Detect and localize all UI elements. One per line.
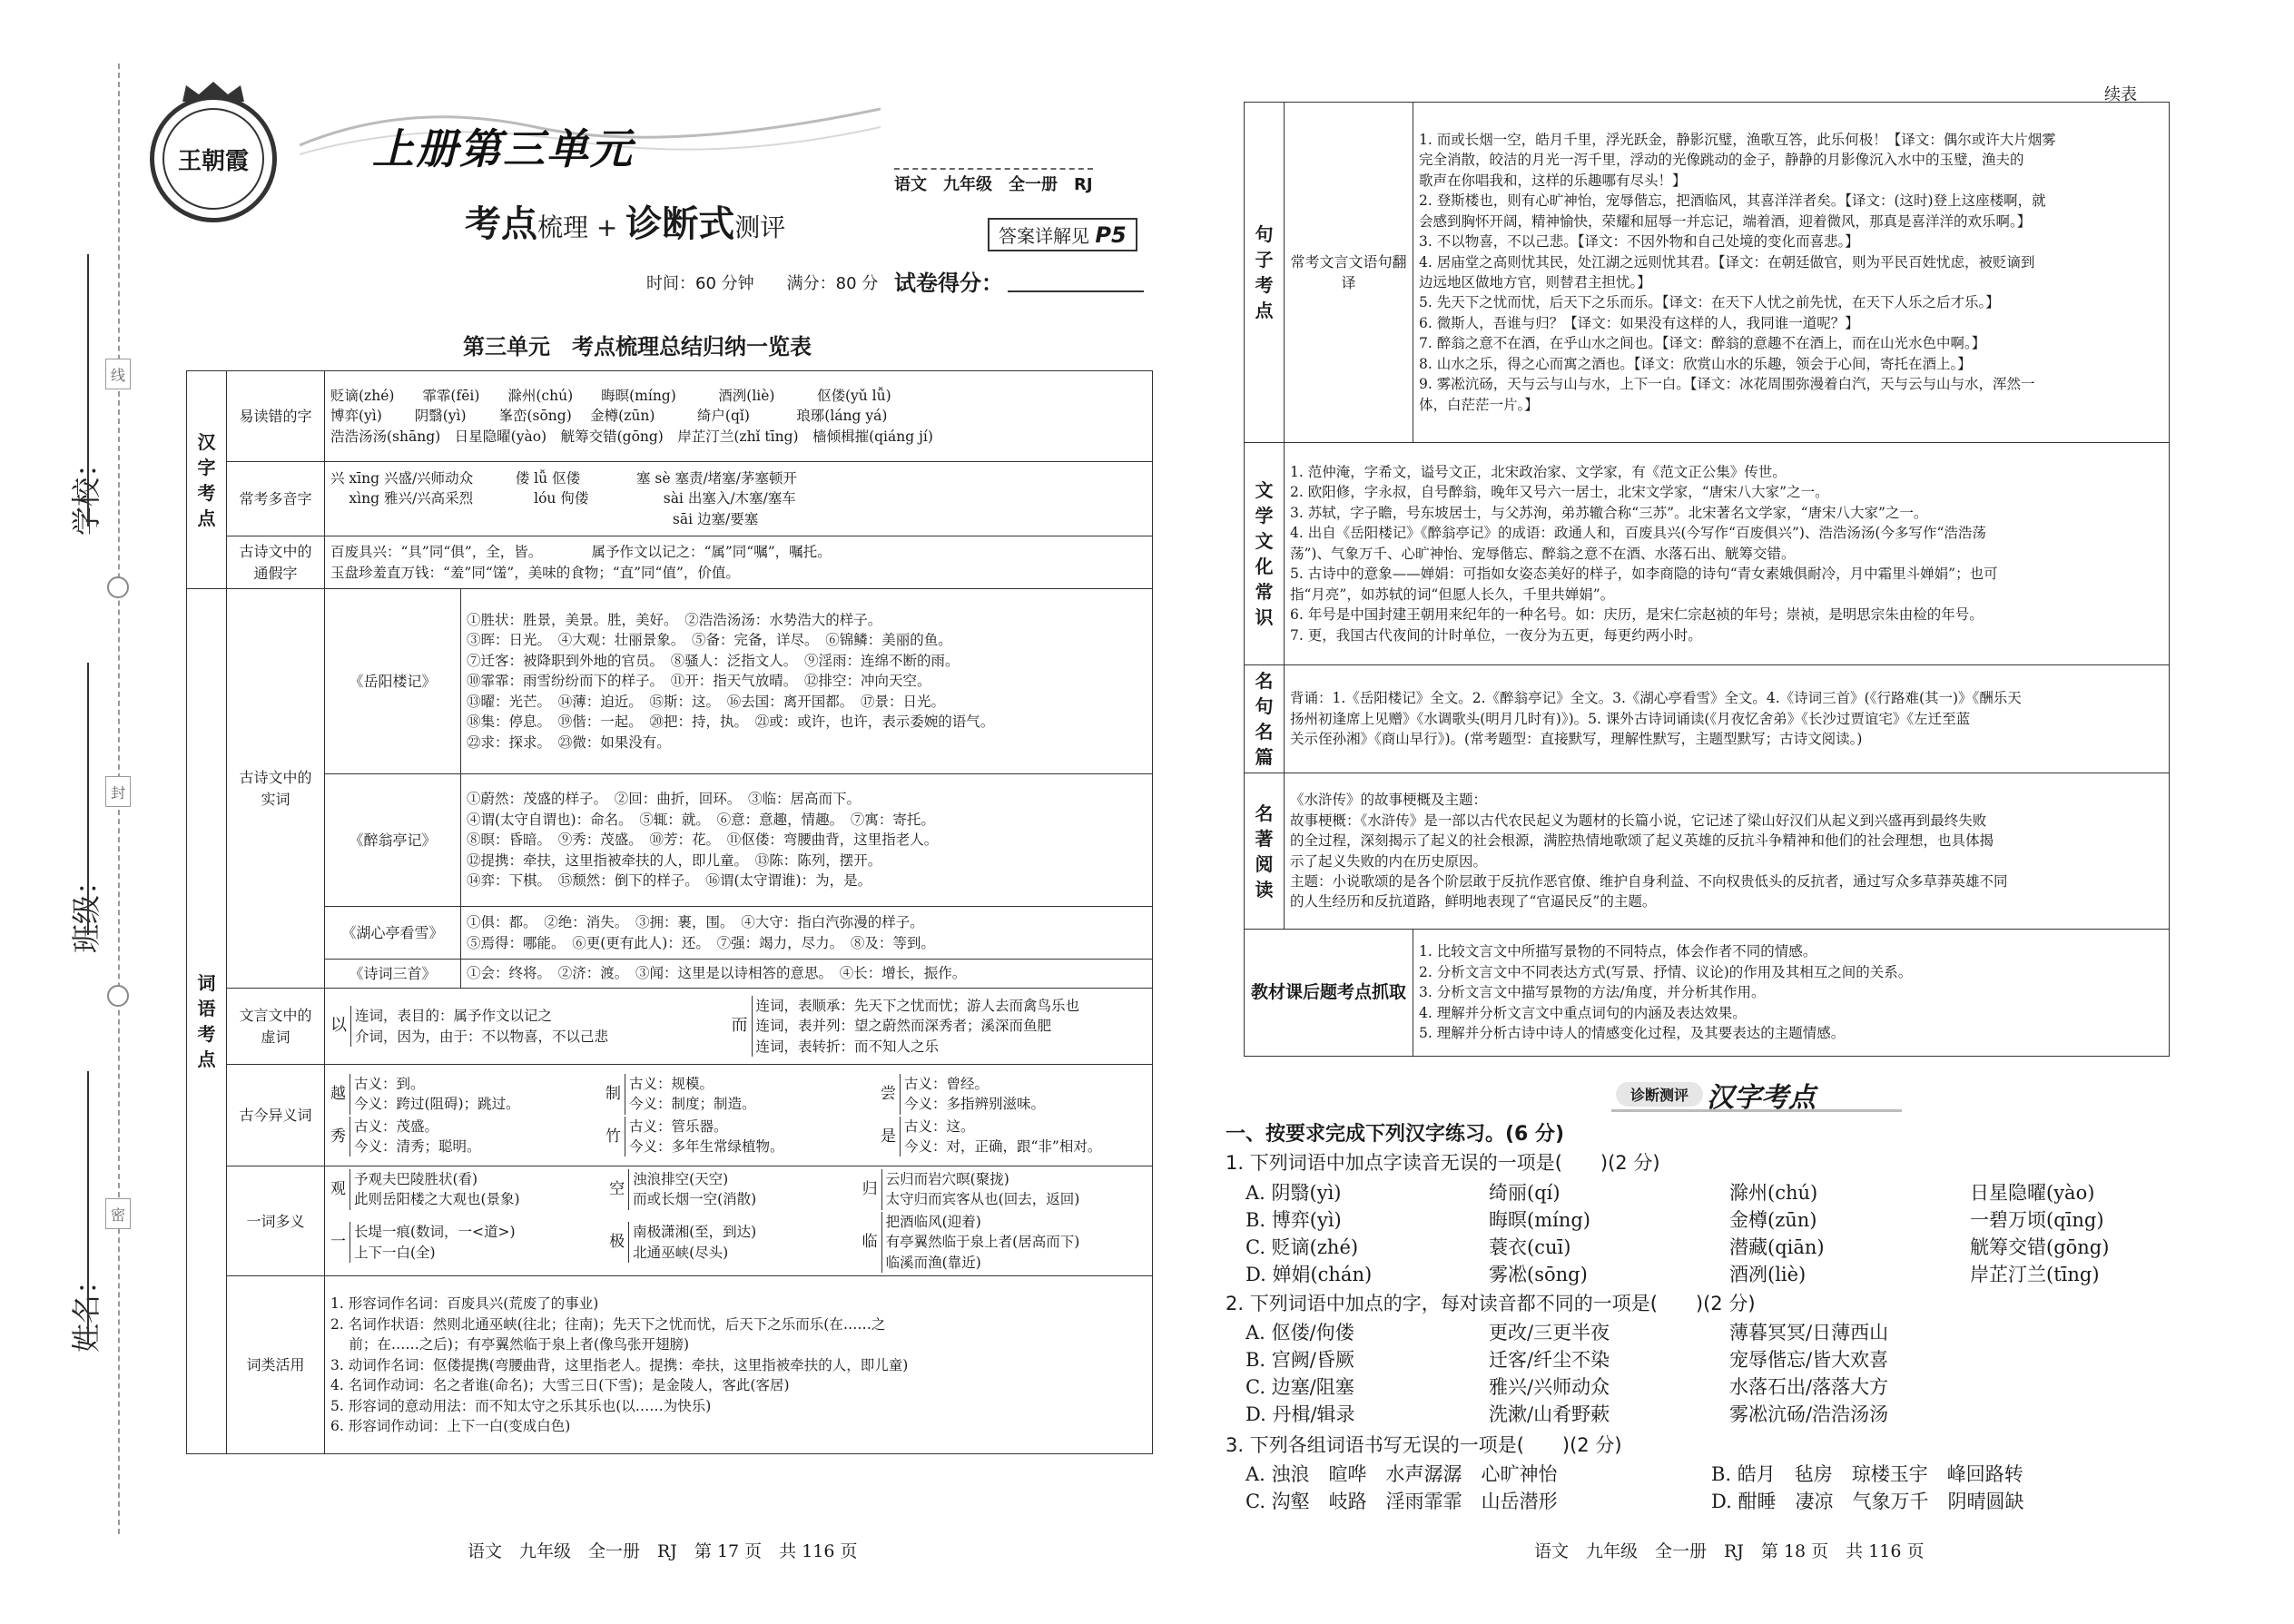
jiaocai-line: 1. 比较文言文中所描写景物的不同特点，体会作者不同的情感。 (1419, 943, 1817, 960)
yici-entry (609, 1169, 855, 1210)
option-item: 绮丽(qí) (1489, 1182, 1561, 1204)
yici-entry (862, 1212, 1147, 1273)
course-meta: 语文 九年级 全一册 RJ (894, 168, 1093, 195)
answer-option[interactable]: C. 边塞/阻塞 (1245, 1376, 1354, 1398)
cilei-line: 5. 形容词的意动用法：而不知太守之乐其乐也(以……为快乐) (330, 1397, 712, 1414)
text-title-huxinting: 《湖心亭看雪》 (325, 907, 461, 960)
mingzhu-line: 的全过程，深刻揭示了起义的社会根源，满腔热情地歌颂了起义英雄的反抗斗争精神和他们的社会理想，也具体揭 (1290, 832, 1994, 850)
juzi-line: 会感到胸怀开阔，精神愉快，荣耀和屈辱一并忘记，端着酒，迎着微风，那真是喜洋洋的欢乐啊。】 (1419, 212, 2032, 230)
option-item: 宠辱偕忘/皆大欢喜 (1729, 1349, 1889, 1371)
juzi-cell (1413, 103, 2170, 443)
gujin-line: 古义：规模。 (629, 1075, 714, 1092)
wenxue-cell (1285, 443, 2170, 665)
row-label-yidu: 易读错的字 (227, 371, 325, 462)
text-title-yueyanglou: 《岳阳楼记》 (325, 589, 461, 774)
gujin-line: 古义：曾经。 (904, 1075, 989, 1092)
zuiwengting-cell (461, 774, 1153, 907)
shici-line: ①会：终将。 ②济：渡。 ③闻：这里是以诗相答的意思。 ④长：增长，振作。 (467, 965, 967, 982)
xuci-line: 介词，因为，由于：不以物喜，不以己悲 (355, 1028, 609, 1045)
option-item: 滁州(chú) (1729, 1182, 1818, 1204)
gujin-line: 今义：多指辨别滋味。 (904, 1096, 1046, 1113)
juzi-line: 1. 而或长烟一空，皓月千里，浮光跃金，静影沉璧，渔歌互答，此乐何极！【译文：偶尔或许大片烟雾 (1419, 131, 2056, 148)
gujin-char: 尝 (881, 1084, 896, 1103)
mingzhu-line: 示了起义失败的内在历史原因。 (1290, 852, 1488, 870)
gujin-entry (881, 1117, 1147, 1157)
gujin-line: 今义：清秀；聪明。 (354, 1137, 481, 1155)
yici-entry (330, 1212, 602, 1273)
gujin-line: 今义：对，正确，跟“非”相对。 (904, 1137, 1102, 1155)
juzi-line: 边远地区做地方官，则替君主担忧。】 (1419, 274, 1651, 290)
binding-mark-line: 线 (105, 359, 131, 389)
option-item: 潜藏(qiān) (1729, 1236, 1825, 1258)
juzi-line: 8. 山水之乐，得之心而寓之酒也。【译文：欣赏山水的乐趣，领会于心间，寄托在酒上。】 (1419, 355, 1972, 372)
category-mingju: 名句名篇 (1245, 665, 1285, 773)
gujin-cell (325, 1065, 1153, 1166)
option-item: D. 酣睡 凄凉 气象万千 阴晴圆缺 (1711, 1491, 2024, 1512)
cilei-line: 4. 名词作动词：名之者谁(命名)；大雪三日(下雪)；是金陵人，客此(客居) (330, 1377, 790, 1394)
juzi-line: 体，白茫茫一片。】 (1419, 396, 1539, 413)
yidu-line: 浩浩汤汤(shāng) 日星隐曜(yào) 觥筹交错(gōng) 岸芷汀兰(zhǐ tīng) 樯倾楫摧(qiáng jí) (330, 428, 933, 445)
gujin-char: 秀 (330, 1127, 346, 1146)
gujin-entry (881, 1074, 1147, 1115)
wenxue-line: 2. 欧阳修，字永叔，自号醉翁，晚年又号六一居士，北宋文学家，“唐宋八大家”之一。 (1290, 484, 1829, 501)
answer-option[interactable]: A. 阴翳(yì) (1245, 1182, 1342, 1204)
juzi-line: 2. 登斯楼也，则有心旷神怡，宠辱偕忘，把酒临风，其喜洋洋者矣。【译文：(这时)登上这座楼啊，就 (1419, 192, 2046, 210)
category-mingzhu: 名著阅读 (1245, 773, 1285, 930)
gujin-meanings (900, 1117, 1101, 1157)
mingju-cell (1285, 665, 2170, 773)
shici-line: ㉒求：探求。 ㉓微：如果没有。 (467, 733, 671, 751)
option-item: 一碧万顷(qīng) (1970, 1209, 2104, 1231)
yici-entry (862, 1169, 1147, 1210)
summary-table (186, 370, 1153, 1454)
binding-mark-seal: 封 (105, 776, 131, 807)
yici-line: 临溪而渔(靠近) (885, 1254, 981, 1271)
yici-meanings (350, 1222, 516, 1263)
category-wenxue: 文学文化常识 (1245, 443, 1285, 665)
row-label-yici: 一词多义 (227, 1166, 325, 1276)
yici-line: 此则岳阳楼之大观也(景象) (354, 1191, 520, 1208)
xuci-line: 连词，表顺承：先天下之忧而忧；游人去而禽鸟乐也 (755, 997, 1080, 1014)
wenxue-line: 5. 古诗中的意象——婵娟：可指如女姿态美好的样子，如李商隐的诗句“青女素娥俱耐冷，月中霜里斗婵娟”；也可 (1290, 566, 1998, 583)
cilei-line: 前；在……之后)；有亭翼然临于泉上者(像鸟张开翅膀) (330, 1336, 690, 1353)
answer-page: P5 (1095, 222, 1127, 248)
subtitle-part-d: 测评 (734, 212, 786, 242)
answer-option[interactable]: A. 浊浪 暄哗 水声潺潺 心旷神怡 (1245, 1463, 1558, 1485)
jiaocai-line: 2. 分析文言文中不同表达方式(写景、抒情、议论)的作用及其相互之间的关系。 (1419, 963, 1913, 980)
yici-line: 太守归而宾客从也(回去，返回) (885, 1191, 1080, 1208)
shici-line: ⑦迁客：被降职到外地的官员。 ⑧骚人：泛指文人。 ⑨淫雨：连绵不断的雨。 (467, 652, 960, 669)
answer-option[interactable]: C. 贬谪(zhé) (1245, 1236, 1359, 1258)
option-item: 水落石出/落落大方 (1729, 1376, 1889, 1398)
section-heading: 一、按要求完成下列汉字练习。(6 分) (1226, 1123, 1565, 1146)
shici-line: ①蔚然：茂盛的样子。 ②回：曲折，回环。 ③临：居高而下。 (467, 791, 861, 808)
shici-line: ①俱：都。 ②绝：消失。 ③拥：裹，围。 ④大守：指白汽弥漫的样子。 (467, 914, 924, 931)
text-title-zuiwengting: 《醉翁亭记》 (325, 774, 461, 907)
text-title-shicisanshou: 《诗词三首》 (325, 960, 461, 989)
tongjia-line: 玉盘珍羞直万钱：“羞”同“馐”，美味的食物；“直”同“值”，价值。 (330, 564, 740, 581)
category-ciyu: 词语考点 (187, 589, 227, 1454)
option-item: 金樽(zūn) (1729, 1209, 1817, 1231)
gujin-line: 古义：这。 (904, 1117, 975, 1135)
mingju-line: 背诵：1.《岳阳楼记》全文。2.《醉翁亭记》全文。3.《湖心亭看雪》全文。4.《诗词三首》(《行路难(其一)》《酬乐天 (1290, 690, 2022, 707)
gujin-line: 今义：多年生常绿植物。 (629, 1137, 784, 1155)
continued-table (1244, 102, 2170, 1057)
yici-entry (330, 1169, 602, 1210)
yici-meanings (881, 1212, 1080, 1273)
xuci-yi (330, 996, 723, 1057)
answer-label: 答案详解见 (999, 225, 1089, 247)
class-label: 班级： (69, 865, 103, 953)
option-item: 雾凇(sōng) (1489, 1264, 1588, 1285)
gujin-line: 古义：茂盛。 (354, 1117, 439, 1135)
xuci-line: 连词，表目的：属予作文以记之 (355, 1008, 553, 1025)
mingju-line: 扬州初逢席上见赠》《水调歌头(明月几时有)》)。5. 课外古诗词诵读(《月夜忆舍弟》《长沙过贾谊宅》《左迁至蓝 (1290, 710, 1971, 727)
jiaocai-cell (1413, 930, 2170, 1057)
gujin-char: 制 (605, 1084, 621, 1103)
juzi-line: 完全消散，皎洁的月光一泻千里，浮动的光像跳动的金子，静静的月影像沉入水中的玉璧，渔夫的 (1419, 152, 2024, 169)
subtitle-part-c: 诊断式 (625, 203, 735, 245)
duoyin-cell (325, 462, 1153, 536)
option-item: 酒冽(liè) (1729, 1264, 1807, 1285)
duoyin-line: xìng 雅兴/兴高采烈 lóu 佝偻 sài 出塞入/木塞/塞车 (330, 490, 796, 507)
cilei-line: 1. 形容词作名词：百废具兴(荒废了的事业) (330, 1295, 599, 1313)
question-3: 3. 下列各组词语书写无误的一项是( )(2 分) (1226, 1434, 1622, 1456)
yidu-line: 博弈(yì) 阴翳(yì) 峯峦(sōng) 金樽(zūn) 绮户(qǐ) 琅琊(láng yá) (330, 408, 888, 425)
cilei-line: 3. 动词作名词：伛偻提携(弯腰曲背，这里指老人。提携：牵扶，这里指被牵扶的人，即儿童) (330, 1356, 909, 1373)
category-hanzi: 汉字考点 (187, 371, 227, 589)
mingju-line: 关示侄孙湘》《商山早行》)。(常考题型：直接默写，理解性默写，主题型默写；古诗文阅读。) (1290, 731, 1863, 748)
option-item: 蓑衣(cuī) (1489, 1236, 1571, 1258)
shici-line: ③晖：日光。 ④大观：壮丽景象。 ⑤备：完备，详尽。 ⑥锦鳞：美丽的鱼。 (467, 632, 952, 649)
row-label-cilei: 词类活用 (227, 1276, 325, 1454)
xuci-line: 连词，表并列：望之蔚然而深秀者；溪深而鱼肥 (755, 1018, 1052, 1035)
mingzhu-line: 主题：小说歌颂的是各个阶层敢于反抗作恶官僚、维护自身利益、不向权贵低头的反抗者，通过写众多草莽英雄不同 (1290, 872, 2008, 890)
yueyanglou-cell (461, 589, 1153, 774)
wenxue-line: 6. 年号是中国封建王朝用来纪年的一种名号。如：庆历，是宋仁宗赵祯的年号；崇祯，是明思宗朱由检的年号。 (1290, 606, 1984, 624)
gujin-entry (605, 1074, 871, 1115)
gujin-char: 是 (881, 1127, 896, 1146)
yici-line: 有亭翼然临于泉上者(居高而下) (885, 1234, 1080, 1251)
mingzhu-cell (1285, 773, 2170, 930)
answer-option[interactable]: C. 沟壑 岐路 淫雨霏霏 山岳潜形 (1245, 1491, 1558, 1512)
name-label: 姓名： (69, 1265, 103, 1353)
gujin-line: 今义：制度；制造。 (629, 1096, 756, 1113)
shici-line: ⑤焉得：哪能。 ⑥更(更有此人)：还。 ⑦强：竭力，尽力。 ⑧及：等到。 (467, 934, 935, 951)
yici-meanings (350, 1169, 520, 1210)
yici-line: 予观夫巴陵胜状(看) (354, 1171, 478, 1187)
xuci-er-char: 而 (731, 1016, 748, 1036)
row-label-jiaocai: 教材课后题考点抓取 (1245, 930, 1413, 1057)
summary-table-title: 第三单元 考点梳理总结归纳一览表 (463, 334, 812, 359)
shicisanshou-cell (461, 960, 1153, 989)
juzi-line: 4. 居庙堂之高则忧其民，处江湖之远则忧其君。【译文：在朝廷做官，则为平民百姓忧虑，被贬谪到 (1419, 253, 2035, 271)
option-item: 更改/三更半夜 (1489, 1322, 1610, 1343)
jiaocai-line: 3. 分析文言文中描写景物的方法/角度，并分析其作用。 (1419, 984, 1766, 1001)
gujin-char: 越 (330, 1084, 346, 1103)
mingzhu-line: 《水浒传》的故事梗概及主题： (1290, 792, 1488, 809)
diagnosis-underline (1611, 1109, 1902, 1112)
yici-line: 南极潇湘(至，到达) (633, 1224, 757, 1241)
gujin-entry (605, 1117, 871, 1157)
row-label-shici: 古诗文中的实词 (227, 589, 325, 989)
xuci-line: 连词，表转折：而不知人之乐 (755, 1038, 940, 1055)
score-blank[interactable] (1008, 290, 1144, 292)
yici-meanings (881, 1169, 1080, 1210)
diagnosis-badge: 诊断测评 (1616, 1082, 1703, 1107)
question-1: 1. 下列词语中加点字读音无误的一项是( )(2 分) (1226, 1152, 1660, 1174)
juzi-line: 6. 微斯人，吾谁与归？【译文：如果没有这样的人，我同谁一道呢？】 (1419, 314, 1859, 331)
gujin-meanings (350, 1117, 481, 1157)
answer-option[interactable]: B. 博弈(yì) (1245, 1209, 1342, 1231)
continued-label: 续表 (2104, 85, 2137, 104)
xuci-yi-char: 以 (330, 1016, 347, 1036)
duoyin-line: 兴 xīng 兴盛/兴师动众 偻 lǚ 伛偻 塞 sè 塞责/堵塞/茅塞顿开 (330, 469, 797, 487)
mingzhu-line: 故事梗概：《水浒传》是一部以古代农民起义为题材的长篇小说，它记述了梁山好汉们从起义到兴盛再到最终失败 (1290, 812, 1987, 829)
row-label-xuci: 文言文中的虚词 (227, 989, 325, 1065)
diagnosis-title: 汉字考点 (1707, 1082, 1816, 1114)
school-label: 学校： (69, 448, 103, 536)
yici-line: 云归而岩穴暝(聚拢) (885, 1171, 1009, 1187)
name-blank[interactable] (87, 1071, 89, 1343)
wenxue-line: 4. 出自《岳阳楼记》《醉翁亭记》的成语：政通人和，百废具兴(今写作“百废俱兴”)、浩浩汤汤(今多写作“浩浩荡 (1290, 525, 1986, 542)
publisher-logo (150, 95, 277, 222)
tongjia-line: 百废具兴：“具”同“俱”，全，皆。 属予作文以记之：“属”同“嘱”，嘱托。 (330, 544, 832, 561)
duoyin-line: sāi 边塞/要塞 (330, 510, 759, 527)
gujin-char: 竹 (605, 1127, 621, 1146)
yici-char: 一 (330, 1233, 346, 1252)
page-subtitle (465, 195, 785, 247)
gujin-grid (330, 1074, 1147, 1157)
option-item: 觥筹交错(gōng) (1970, 1236, 2110, 1258)
wenxue-line: 7. 更，我国古代夜间的计时单位，一夜分为五更，每更约两小时。 (1290, 626, 1702, 644)
option-item: 晦暝(míng) (1489, 1209, 1590, 1231)
yici-line: 浊浪排空(天空) (633, 1171, 729, 1187)
option-item: 洗漱/山肴野蔌 (1489, 1403, 1610, 1425)
juzi-line: 7. 醉翁之意不在酒，在乎山水之间也。【译文：醉翁的意趣不在酒上，而在山光水色中啊。】 (1419, 335, 1986, 352)
cilei-cell (325, 1276, 1153, 1454)
yici-meanings (628, 1222, 756, 1263)
option-item: 薄暮冥冥/日薄西山 (1729, 1322, 1889, 1343)
row-label-juzi: 常考文言文语句翻译 (1285, 103, 1413, 443)
shici-line: ①胜状：胜景，美景。胜，美好。 ②浩浩汤汤：水势浩大的样子。 (467, 611, 882, 628)
gujin-meanings (350, 1074, 520, 1115)
yici-line: 长堤一痕(数词，一<道>) (354, 1224, 516, 1241)
yici-char: 空 (609, 1180, 625, 1199)
logo-text: 王朝霞 (162, 108, 264, 210)
gujin-line: 今义：跨过(阻碍)；跳过。 (354, 1096, 520, 1113)
unit-title: 上册第三单元 (372, 124, 634, 173)
gujin-line: 古义：到。 (354, 1075, 425, 1092)
option-item: 雾凇沆砀/浩浩汤汤 (1729, 1403, 1889, 1425)
option-item: 雅兴/兴师动众 (1489, 1376, 1610, 1398)
xuci-columns (330, 996, 1147, 1057)
cilei-line: 6. 形容词作动词：上下一白(变成白色) (330, 1418, 571, 1435)
xuci-cell (325, 989, 1153, 1065)
yici-line: 上下一白(全) (354, 1244, 436, 1261)
binding-hole-2 (107, 985, 129, 1007)
option-item: B. 皓月 毡房 琼楼玉宇 峰回路转 (1711, 1463, 2023, 1485)
yidu-cell (325, 371, 1153, 462)
yici-line: 把酒临风(迎着) (885, 1213, 981, 1230)
yici-entry (609, 1212, 855, 1273)
gujin-meanings (900, 1074, 1045, 1115)
yici-char: 观 (330, 1180, 346, 1199)
answer-option[interactable]: A. 伛偻/佝偻 (1245, 1322, 1354, 1343)
yici-meanings (628, 1169, 756, 1210)
tongjia-cell (325, 536, 1153, 589)
cilei-line: 2. 名词作状语：然则北通巫峡(往北；往南)；先天下之忧而忧，后天下之乐而乐(在……之 (330, 1315, 886, 1333)
yici-line: 而或长烟一空(消散) (633, 1191, 757, 1208)
shici-line: ⑧暝：昏暗。 ⑨秀：茂盛。 ⑩芳：花。 ⑪伛偻：弯腰曲背，这里指老人。 (467, 832, 939, 849)
binding-hole-1 (107, 576, 129, 598)
wenxue-line: 荡”)、气象万千、心旷神怡、宠辱偕忘、醉翁之意不在酒、水落石出、觥筹交错。 (1290, 545, 1796, 562)
gujin-entry (330, 1074, 596, 1115)
class-blank[interactable] (87, 663, 89, 935)
answer-option[interactable]: B. 宫阙/昏厥 (1245, 1349, 1354, 1371)
shici-line: ⑩霏霏：雨雪纷纷而下的样子。 ⑪开：指天气放晴。 ⑫排空：冲向天空。 (467, 673, 931, 690)
huxinting-cell (461, 907, 1153, 960)
wenxue-line: 3. 苏轼，字子瞻，号东坡居士，与父苏洵，弟苏辙合称“三苏”。北宋著名文学家，“唐宋八大家”之一。 (1290, 504, 1928, 521)
subtitle-part-b: 梳理 + (537, 212, 626, 242)
option-item: 日星隐曜(yào) (1970, 1182, 2095, 1204)
row-label-gujin: 古今异义词 (227, 1065, 325, 1166)
shici-line: ④谓(太守自谓也)：命名。 ⑤辄：就。 ⑥意：意趣，情趣。 ⑦寓：寄托。 (467, 811, 935, 828)
juzi-line: 歌声在你唱我和，这样的乐趣哪有尽头！】 (1419, 172, 1687, 189)
answer-option[interactable]: D. 丹楫/辑录 (1245, 1403, 1355, 1425)
footer-left: 语文 九年级 全一册 RJ 第 17 页 共 116 页 (468, 1541, 858, 1561)
yici-char: 归 (861, 1180, 878, 1199)
score-label: 试卷得分： (894, 271, 1003, 296)
row-label-duoyin: 常考多音字 (227, 462, 325, 536)
xuci-er (732, 996, 1080, 1057)
school-blank[interactable] (87, 254, 89, 527)
yidu-line: 贬谪(zhé) 霏霏(fēi) 滁州(chú) 晦暝(míng) 酒洌(liè) 伛偻(yǔ lǚ) (330, 387, 891, 404)
binding-mark-secret: 密 (105, 1198, 131, 1229)
option-item: 岸芷汀兰(tīng) (1970, 1264, 2100, 1285)
footer-right: 语文 九年级 全一册 RJ 第 18 页 共 116 页 (1534, 1541, 1925, 1561)
gujin-meanings (625, 1117, 784, 1157)
yici-char: 临 (861, 1233, 878, 1252)
yici-grid (330, 1169, 1147, 1273)
gujin-entry (330, 1117, 596, 1157)
category-juzi: 句子考点 (1245, 103, 1285, 443)
row-label-tongjia: 古诗文中的通假字 (227, 536, 325, 589)
shici-line: ⑱集：停息。 ⑲偕：一起。 ⑳把：持，执。 ㉑或：或许，也许，表示委婉的语气。 (467, 714, 995, 731)
gujin-line: 古义：管乐器。 (629, 1117, 728, 1135)
subtitle-part-a: 考点 (465, 203, 537, 245)
question-2: 2. 下列词语中加点的字，每对读音都不同的一项是( )(2 分) (1226, 1293, 1756, 1314)
shici-line: ⑬曜：光芒。 ⑭薄：迫近。 ⑮斯：这。 ⑯去国：离开国都。 ⑰景：日光。 (467, 693, 946, 710)
shici-line: ⑭弈：下棋。 ⑮颓然：倒下的样子。 ⑯谓(太守谓谁)：为，是。 (467, 872, 872, 890)
jiaocai-line: 4. 理解并分析文言文中重点词句的内涵及表达效果。 (1419, 1004, 1747, 1021)
wenxue-line: 指“月亮”，如苏轼的词“但愿人长久，千里共婵娟”。 (1290, 586, 1615, 603)
mingzhu-line: 的人生经历和反抗道路，鲜明地表现了“官逼民反”的主题。 (1290, 893, 1657, 910)
shici-line: ⑫提携：牵扶，这里指被牵扶的人，即儿童。 ⑬陈：陈列，摆开。 (467, 851, 882, 869)
yici-line: 北通巫峡(尽头) (633, 1244, 729, 1261)
yici-char: 极 (609, 1233, 625, 1252)
juzi-line: 5. 先天下之忧而忧，后天下之乐而乐。【译文：在天下人忧之前先忧，在天下人乐之后才乐。】 (1419, 294, 2000, 311)
option-item: 迁客/纤尘不染 (1489, 1349, 1610, 1371)
juzi-line: 9. 雾凇沆砀，天与云与山与水，上下一白。【译文：冰花周围弥漫着白汽，天与云与山与水，浑然一 (1419, 376, 2035, 393)
exam-timing: 时间：60 分钟 满分：80 分 (646, 274, 879, 293)
juzi-line: 3. 不以物喜，不以己悲。【译文：不因外物和自己处境的变化而喜悲。】 (1419, 233, 1859, 251)
xuci-er-lines (752, 996, 1080, 1057)
xuci-yi-lines (350, 1006, 608, 1047)
answer-option[interactable]: D. 婵娟(chán) (1245, 1264, 1373, 1285)
wenxue-line: 1. 范仲淹，字希文，谥号文正，北宋政治家、文学家，有《范文正公集》传世。 (1290, 463, 1787, 480)
jiaocai-line: 5. 理解并分析古诗中诗人的情感变化过程，及其要表达的主题情感。 (1419, 1025, 1846, 1042)
gujin-meanings (625, 1074, 756, 1115)
answer-reference (988, 218, 1137, 251)
yici-cell (325, 1166, 1153, 1276)
